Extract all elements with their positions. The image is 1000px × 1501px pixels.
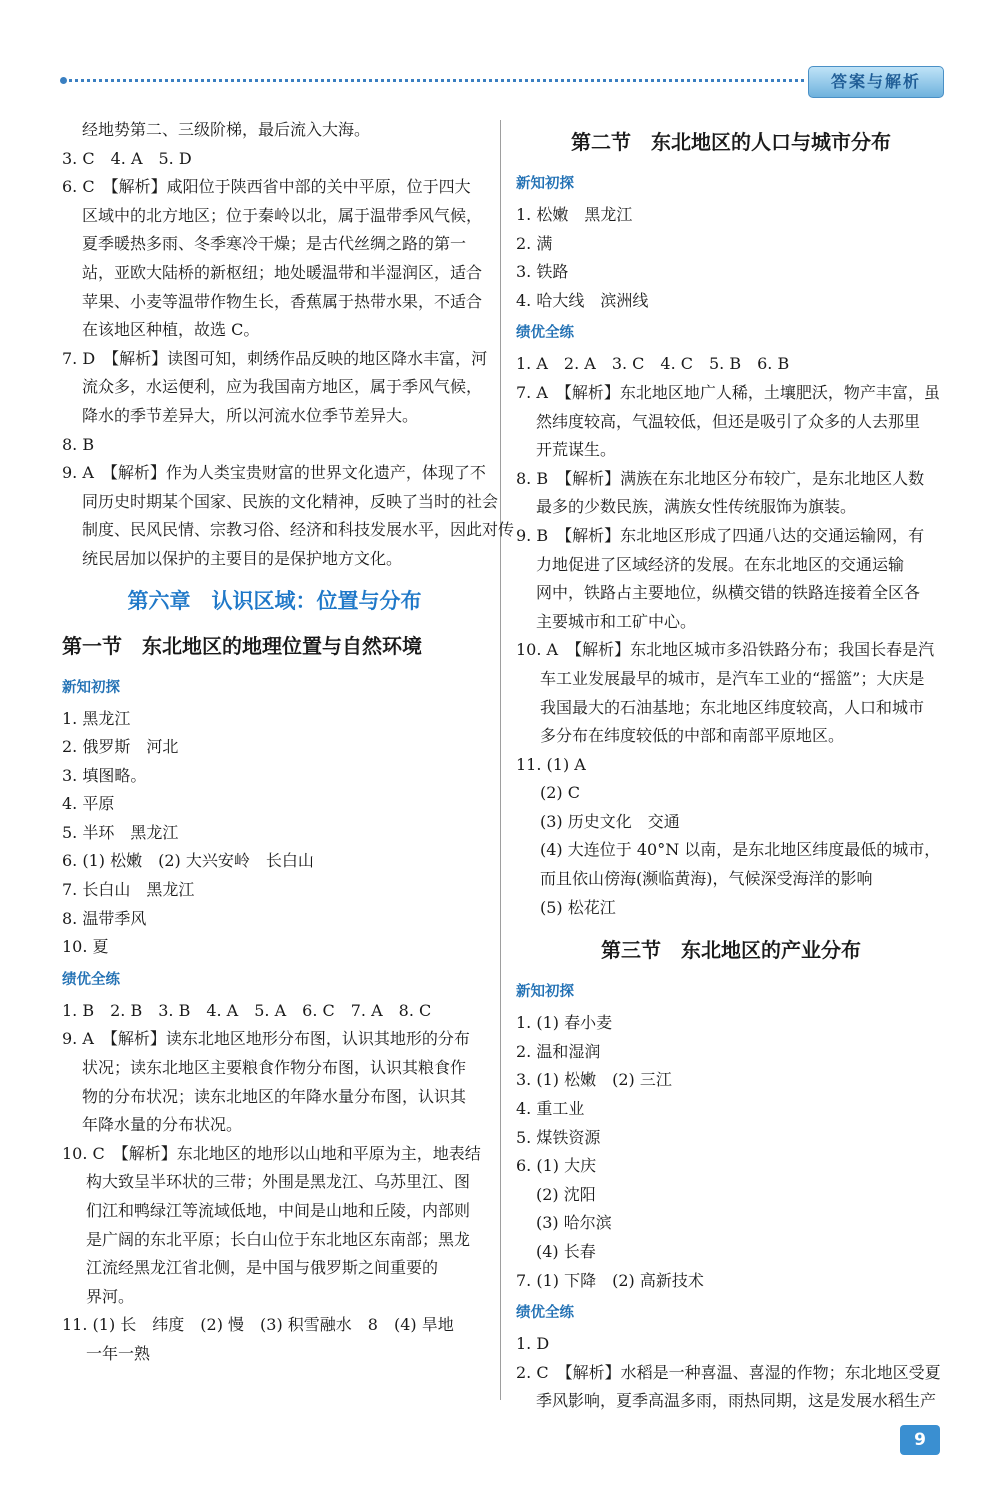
text-line: 而且依山傍海(濒临黄海)，气候深受海洋的影响 xyxy=(540,869,873,889)
answer-line: 1. 黑龙江 xyxy=(62,708,131,728)
text-line: 制度、民风民情、宗教习俗、经济和科技发展水平，因此对传 xyxy=(82,520,515,540)
answer-line: 2. 温和湿润 xyxy=(516,1041,601,1061)
answer-line: 5. 煤铁资源 xyxy=(516,1127,601,1147)
answer-line: 6. (1) 大庆 xyxy=(516,1156,597,1176)
answer-line: 10. 夏 xyxy=(62,937,109,957)
subsection-heading: 新知初探 xyxy=(516,984,574,1001)
text-line: (3) 哈尔滨 xyxy=(536,1213,612,1233)
answer-line: 4. 哈大线 滨洲线 xyxy=(516,290,649,310)
text-line: (2) 沈阳 xyxy=(536,1184,596,1204)
text-line: (4) 大连位于 40°N 以南，是东北地区纬度最低的城市， xyxy=(540,840,941,860)
text-line: 们江和鸭绿江等流域低地，中间是山地和丘陵，内部则 xyxy=(86,1201,471,1220)
subsection-heading: 绩优全练 xyxy=(516,1305,574,1322)
text-line: 最多的少数民族，满族女性传统服饰为旗装。 xyxy=(536,497,857,517)
answer-line: 1. B 2. B 3. B 4. A 5. A 6. C 7. A 8. C xyxy=(62,1000,432,1020)
answer-line: 2. 满 xyxy=(516,233,553,253)
answer-line: 11. (1) 长 纬度 (2) 慢 (3) 积雪融水 8 (4) 旱地 xyxy=(62,1315,454,1335)
answer-line: 9. A 【解析】作为人类宝贵财富的世界文化遗产，体现了不 xyxy=(62,463,486,483)
answer-line: 1. D xyxy=(516,1334,550,1354)
text-line: 多分布在纬度较低的中部和南部平原地区。 xyxy=(540,726,845,746)
answer-line: 11. (1) A xyxy=(516,754,586,774)
page-number: 9 xyxy=(900,1425,940,1455)
answer-line: 9. B 【解析】东北地区形成了四通八达的交通运输网，有 xyxy=(516,525,925,545)
answer-line: 8. B xyxy=(62,434,95,454)
answer-line: 2. 俄罗斯 河北 xyxy=(62,737,179,757)
text-line: 江流经黑龙江省北侧，是中国与俄罗斯之间重要的 xyxy=(86,1258,439,1278)
section-title: 第二节 东北地区的人口与城市分布 xyxy=(571,130,891,154)
answer-line: 3. C 4. A 5. D xyxy=(62,148,192,168)
text-line: 开荒谋生。 xyxy=(536,440,617,460)
left-column xyxy=(62,116,515,1369)
text-line: 区域中的北方地区；位于秦岭以北，属于温带季风气候， xyxy=(82,205,483,225)
text-line: 降水的季节差异大，所以河流水位季节差异大。 xyxy=(82,405,419,425)
text-line: 界河。 xyxy=(86,1286,135,1306)
answer-line: 7. D 【解析】读图可知，刺绣作品反映的地区降水丰富，河 xyxy=(62,348,488,368)
answer-line: 1. 松嫩 黑龙江 xyxy=(516,205,633,224)
subsection-heading: 绩优全练 xyxy=(62,971,120,988)
answer-line: 4. 平原 xyxy=(62,794,115,814)
text-line: 物的分布状况；读东北地区的年降水量分布图，认识其 xyxy=(82,1086,467,1106)
answer-line: 7. 长白山 黑龙江 xyxy=(62,880,195,900)
section-title: 第三节 东北地区的产业分布 xyxy=(601,938,861,963)
text-line: 在该地区种植，故选 C。 xyxy=(82,320,260,340)
text-line: 我国最大的石油基地；东北地区纬度较高，人口和城市 xyxy=(540,697,925,717)
answer-line: 6. C 【解析】咸阳位于陕西省中部的关中平原，位于四大 xyxy=(62,177,471,197)
answer-line: 8. B 【解析】满族在东北地区分布较广，是东北地区人数 xyxy=(516,468,925,488)
text-line: 站，亚欧大陆桥的新枢纽；地处暖温带和半湿润区，适合 xyxy=(82,262,483,282)
column-divider xyxy=(500,120,501,1400)
answer-line: 8. 温带季风 xyxy=(62,908,147,928)
text-line: 一年一熟 xyxy=(86,1343,151,1363)
answer-line: 4. 重工业 xyxy=(516,1099,585,1119)
text-line: 力地促进了区域经济的发展。在东北地区的交通运输 xyxy=(536,554,905,574)
text-line: 状况；读东北地区主要粮食作物分布图，认识其粮食作 xyxy=(82,1058,467,1078)
text-line: 流众多，水运便利，应为我国南方地区，属于季风气候， xyxy=(82,377,483,397)
text-line: 年降水量的分布状况。 xyxy=(82,1115,243,1135)
answer-line: 7. (1) 下降 (2) 高新技术 xyxy=(516,1270,704,1290)
section-title: 第一节 东北地区的地理位置与自然环境 xyxy=(62,633,422,658)
text-line: 网中，铁路占主要地位，纵横交错的铁路连接着全区各 xyxy=(536,583,921,603)
answer-line: 3. (1) 松嫩 (2) 三江 xyxy=(516,1070,672,1090)
text-line: 夏季暖热多雨、冬季寒冷干燥；是古代丝绸之路的第一 xyxy=(82,234,467,254)
text-line: 构大致呈半环状的三带；外围是黑龙江、乌苏里江、图 xyxy=(86,1172,471,1192)
text-line: 然纬度较高，气温较低，但还是吸引了众多的人去那里 xyxy=(536,411,921,431)
chapter-title: 第六章 认识区域：位置与分布 xyxy=(127,588,422,613)
text-line: 是广阔的东北平原；长白山位于东北地区东南部；黑龙 xyxy=(86,1229,471,1249)
answer-line: 5. 半环 黑龙江 xyxy=(62,822,179,842)
subsection-heading: 新知初探 xyxy=(62,679,120,696)
text-line: (5) 松花江 xyxy=(540,897,616,917)
answer-line: 9. A 【解析】读东北地区地形分布图，认识其地形的分布 xyxy=(62,1029,470,1049)
subsection-heading: 新知初探 xyxy=(516,176,574,192)
answer-line: 3. 填图略。 xyxy=(62,765,147,785)
text-line: (4) 长春 xyxy=(536,1242,596,1261)
text-line: 季风影响，夏季高温多雨，雨热同期，这是发展水稻生产 xyxy=(536,1391,937,1411)
text-line: 同历史时期某个国家、民族的文化精神，反映了当时的社会 xyxy=(82,491,499,511)
answer-line: 10. A 【解析】东北地区城市多沿铁路分布；我国长春是汽 xyxy=(516,640,935,660)
answer-line: 2. C 【解析】水稻是一种喜温、喜湿的作物；东北地区受夏 xyxy=(516,1362,941,1382)
text-line: 车工业发展最早的城市，是汽车工业的“摇篮”；大庆是 xyxy=(540,668,925,688)
header-dotted-rule xyxy=(62,79,812,82)
text-line: (3) 历史文化 交通 xyxy=(540,811,680,831)
answer-line: 6. (1) 松嫩 (2) 大兴安岭 长白山 xyxy=(62,851,314,871)
answer-line: 3. 铁路 xyxy=(516,262,569,282)
answer-badge: 答案与解析 xyxy=(808,66,944,98)
answer-line: 1. A 2. A 3. C 4. C 5. B 6. B xyxy=(516,354,790,374)
answer-line: 10. C 【解析】东北地区的地形以山地和平原为主，地表结 xyxy=(62,1143,481,1163)
text-line: (2) C xyxy=(540,783,580,803)
text-line: 统民居加以保护的主要目的是保护地方文化。 xyxy=(82,548,403,568)
text-line: 经地势第二、三级阶梯，最后流入大海。 xyxy=(82,120,371,139)
answer-line: 1. (1) 春小麦 xyxy=(516,1013,613,1033)
subsection-heading: 绩优全练 xyxy=(516,325,574,342)
answer-line: 7. A 【解析】东北地区地广人稀，土壤肥沃，物产丰富，虽 xyxy=(516,382,940,402)
text-line: 主要城市和工矿中心。 xyxy=(536,611,697,631)
right-column xyxy=(516,116,946,1416)
text-line: 苹果、小麦等温带作物生长，香蕉属于热带水果，不适合 xyxy=(82,291,483,311)
